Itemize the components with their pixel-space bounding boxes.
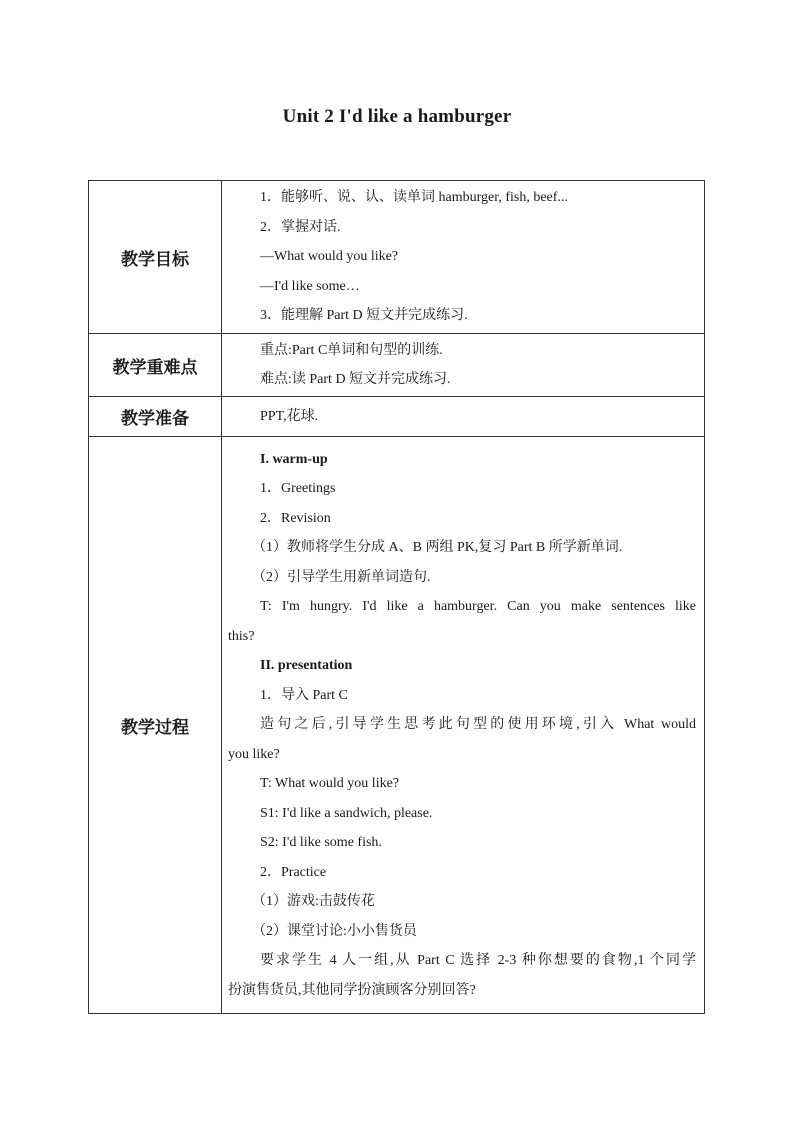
process-line: this? <box>228 628 255 644</box>
objective-line: 3．能理解 Part D 短文并完成练习. <box>260 308 468 324</box>
row-content-objectives <box>222 181 705 334</box>
page-title: Unit 2 I'd like a hamburger <box>282 106 512 127</box>
process-line: （1）游戏:击鼓传花 <box>252 894 375 910</box>
process-line: 扮演售货员,其他同学扮演顾客分别回答? <box>228 982 476 998</box>
lesson-plan-table <box>88 180 705 1014</box>
key-point-line: 难点:读 Part D 短文并完成练习. <box>260 372 451 387</box>
objective-line: 1．能够听、说、认、读单词 hamburger, fish, beef... <box>260 190 568 206</box>
row-label-objectives: 教学目标 <box>89 181 222 334</box>
process-line: T: What would you like? <box>260 776 400 792</box>
process-line: 造句之后,引导学生思考此句型的使用环境,引入 What would <box>260 717 696 733</box>
process-line: 要求学生 4 人一组,从 Part C 选择 2-3 种你想要的食物,1 个同学 <box>260 953 696 969</box>
process-line: T: I'm hungry. I'd like a hamburger. Can you make sentences like <box>260 599 696 615</box>
row-content-key-points <box>222 334 705 397</box>
objective-line: —I'd like some… <box>260 278 360 294</box>
table-row-preparation <box>89 397 705 437</box>
key-point-line: 重点:Part C单词和句型的训练. <box>260 342 443 358</box>
objective-line: —What would you like? <box>260 249 399 265</box>
row-content-preparation <box>222 397 705 437</box>
section-heading: I. warm-up <box>260 451 328 467</box>
table-row-process <box>89 437 705 1014</box>
process-line: （1）教师将学生分成 A、B 两组 PK,复习 Part B 所学新单词. <box>252 540 623 556</box>
section-heading: II. presentation <box>260 658 353 674</box>
process-line: S2: I'd like some fish. <box>260 835 382 851</box>
objective-line: 2．掌握对话. <box>260 219 341 235</box>
process-line: （2）课堂讨论:小小售货员 <box>252 923 417 939</box>
row-label-process: 教学过程 <box>89 437 222 1014</box>
process-line: S1: I'd like a sandwich, please. <box>260 805 433 821</box>
preparation-line: PPT,花球. <box>260 408 319 424</box>
process-line: you like? <box>228 746 280 762</box>
process-line: 1．导入 Part C <box>260 687 348 703</box>
process-line: 2．Practice <box>260 864 327 880</box>
row-label-preparation: 教学准备 <box>89 397 222 437</box>
process-line: 2．Revision <box>260 510 331 526</box>
table-row-key-points <box>89 334 705 397</box>
row-label-key-points: 教学重难点 <box>89 334 222 397</box>
table-row-objectives <box>89 181 705 334</box>
row-content-process <box>222 437 705 1014</box>
process-line: 1．Greetings <box>260 481 336 497</box>
process-line: （2）引导学生用新单词造句. <box>252 569 431 585</box>
